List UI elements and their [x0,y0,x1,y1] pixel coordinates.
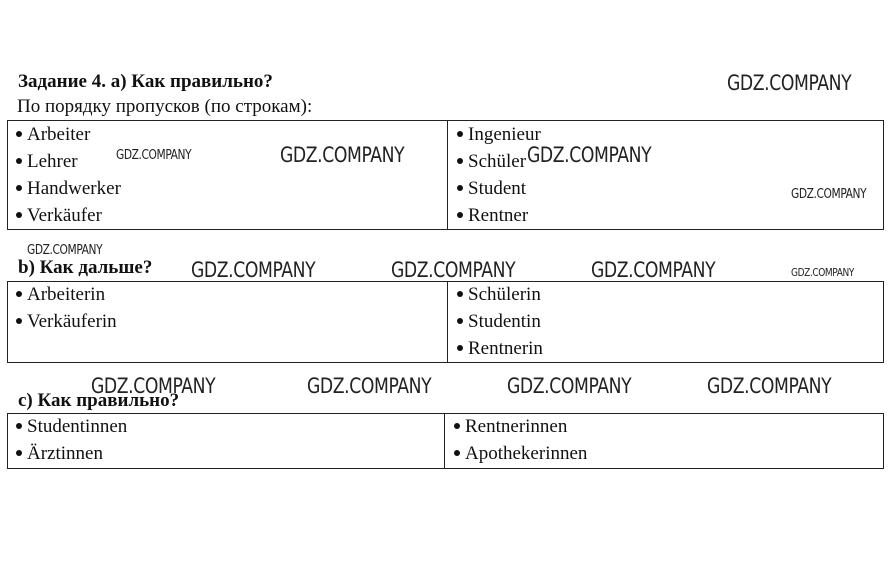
list-item: Handwerker [16,178,121,200]
list-item: Student [457,178,526,200]
watermark: GDZ.COMPANY [280,143,405,167]
watermark: GDZ.COMPANY [507,374,632,398]
task-title: Задание 4. а) Как правильно? [18,71,273,92]
watermark: GDZ.COMPANY [191,258,316,282]
bullet-icon [454,450,460,456]
bullet-icon [16,291,22,297]
bullet-icon [16,185,22,191]
bullet-icon [457,131,463,137]
answer-table-a [7,120,884,230]
bullet-icon [16,131,22,137]
bullet-icon [457,345,463,351]
bullet-icon [457,291,463,297]
part-c-title: c) Как правильно? [18,390,180,411]
table-c-right-column [444,414,883,468]
bullet-icon [16,318,22,324]
watermark: GDZ.COMPANY [91,374,216,398]
bullet-icon [16,212,22,218]
list-item: Rentnerin [457,338,543,360]
watermark: GDZ.COMPANY [527,143,652,167]
watermark: GDZ.COMPANY [707,374,832,398]
bullet-icon [16,450,22,456]
list-item: Rentnerinnen [454,416,567,438]
table-c-left-column [8,414,445,468]
table-a-right-column [447,121,883,229]
part-b-title: b) Как дальше? [18,257,153,278]
list-item: Verkäufer [16,205,102,227]
list-item: Ärztinnen [16,443,103,465]
list-item: Rentner [457,205,528,227]
list-item: Studentin [457,311,541,333]
list-item: Schülerin [457,284,541,306]
list-item: Arbeiterin [16,284,105,306]
bullet-icon [16,158,22,164]
table-a-left-column [8,121,448,229]
bullet-icon [457,212,463,218]
list-item: Verkäuferin [16,311,117,333]
watermark: GDZ.COMPANY [591,258,716,282]
watermark: GDZ.COMPANY [307,374,432,398]
watermark: GDZ.COMPANY [27,243,103,258]
watermark: GDZ.COMPANY [116,148,192,163]
list-item: Apothekerinnen [454,443,587,465]
answer-table-b [7,281,884,363]
list-item: Schüler [457,151,526,173]
task-instruction: По порядку пропусков (по строкам): [17,96,313,117]
bullet-icon [454,423,460,429]
bullet-icon [16,423,22,429]
watermark: GDZ.COMPANY [791,266,854,279]
list-item: Arbeiter [16,124,90,146]
watermark: GDZ.COMPANY [727,71,852,95]
table-b-right-column [447,282,883,362]
table-b-left-column [8,282,448,362]
answer-table-c [7,413,884,469]
watermark: GDZ.COMPANY [791,187,867,202]
bullet-icon [457,158,463,164]
list-item: Lehrer [16,151,78,173]
list-item: Studentinnen [16,416,127,438]
bullet-icon [457,185,463,191]
watermark: GDZ.COMPANY [391,258,516,282]
list-item: Ingenieur [457,124,541,146]
bullet-icon [457,318,463,324]
